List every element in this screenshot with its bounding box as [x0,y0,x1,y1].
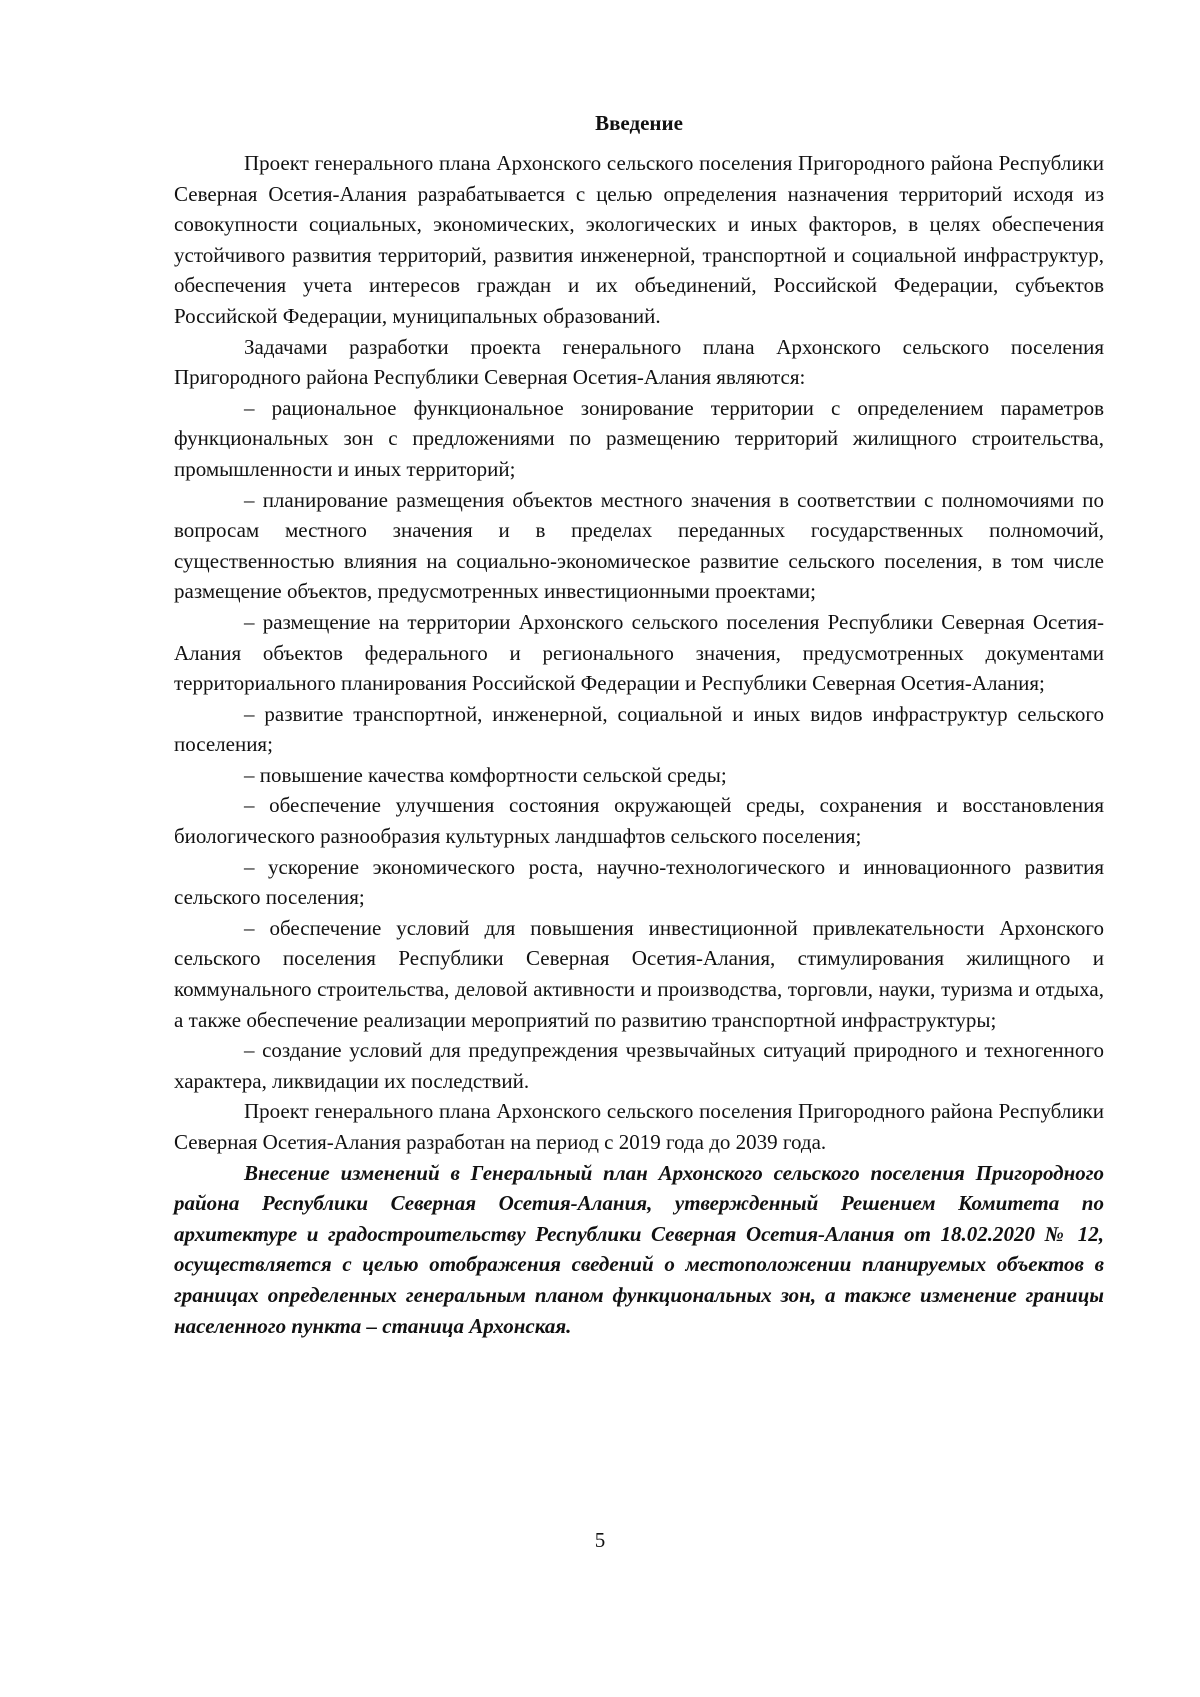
amendment-paragraph: Внесение изменений в Генеральный план Архонского сельского поселения Пригородного района Республики Северная Осетия-Алания, утвержденный Решением Комитета по архитектуре и градостроительству Республики Северная Осетия-Алания от 18.02.2020 № 12, осуществляется с целью отображения сведений о местоположении планируемых объектов в границах определенных генеральным планом функциональных зон, а также изменение границы населенного пункта – станица Архонская. [174,1160,1104,1338]
task-item: – рациональное функциональное зонирование территории с определением параметров функциональных зон с предложениями по размещению территорий жилищного строительства, промышленности и иных территорий; [174,395,1104,481]
task-item: – создание условий для предупреждения чрезвычайных ситуаций природного и техногенного характера, ликвидации их последствий. [174,1038,1104,1093]
page-body [174,108,1104,1341]
task-item: – размещение на территории Архонского сельского поселения Республики Северная Осетия-Алания объектов федерального и регионального значения, предусмотренных документами территориального планирования Российской Федерации и Республики Северная Осетия-Алания; [174,609,1104,696]
page-number: 5 [594,1528,606,1552]
task-item: – повышение качества комфортности сельской среды; [244,762,727,787]
intro-paragraph: Проект генерального плана Архонского сельского поселения Пригородного района Республики Северная Осетия-Алания разрабатывается с целью определения назначения территорий исходя из совокупности социальных, экономических, экологических и иных факторов, в целях обеспечения устойчивого развития территорий, развития инженерной, транспортной и социальной инфраструктур, обеспечения учета интересов граждан и их объединений, Российской Федерации, субъектов Российской Федерации, муниципальных образований. [174,151,1104,328]
task-item: – планирование размещения объектов местного значения в соответствии с полномочиями по вопросам местного значения и в пределах переданных государственных полномочий, существенностью влияния на социально-экономическое развитие сельского поселения, в том числе размещение объектов, предусмотренных инвестиционными проектами; [174,487,1104,604]
period-paragraph: Проект генерального плана Архонского сельского поселения Пригородного района Республики Северная Осетия-Алания разработан на период с 2019 года до 2039 года. [174,1099,1104,1154]
task-item: – ускорение экономического роста, научно-технологического и инновационного развития сельского поселения; [174,854,1104,910]
task-item: – обеспечение улучшения состояния окружающей среды, сохранения и восстановления биологического разнообразия культурных ландшафтов сельского поселения; [174,793,1104,849]
section-title: Введение [595,111,683,135]
task-item: – развитие транспортной, инженерной, социальной и иных видов инфраструктур сельского поселения; [174,701,1104,757]
tasks-intro-paragraph: Задачами разработки проекта генерального плана Архонского сельского поселения Пригородного района Республики Северная Осетия-Алания являются: [174,334,1104,390]
task-item: – обеспечение условий для повышения инвестиционной привлекательности Архонского сельского поселения Республики Северная Осетия-Алания, стимулирования жилищного и коммунального строительства, деловой активности и производства, торговли, науки, туризма и отдыха, а также обеспечение реализации мероприятий по развитию транспортной инфраструктуры; [174,915,1104,1032]
